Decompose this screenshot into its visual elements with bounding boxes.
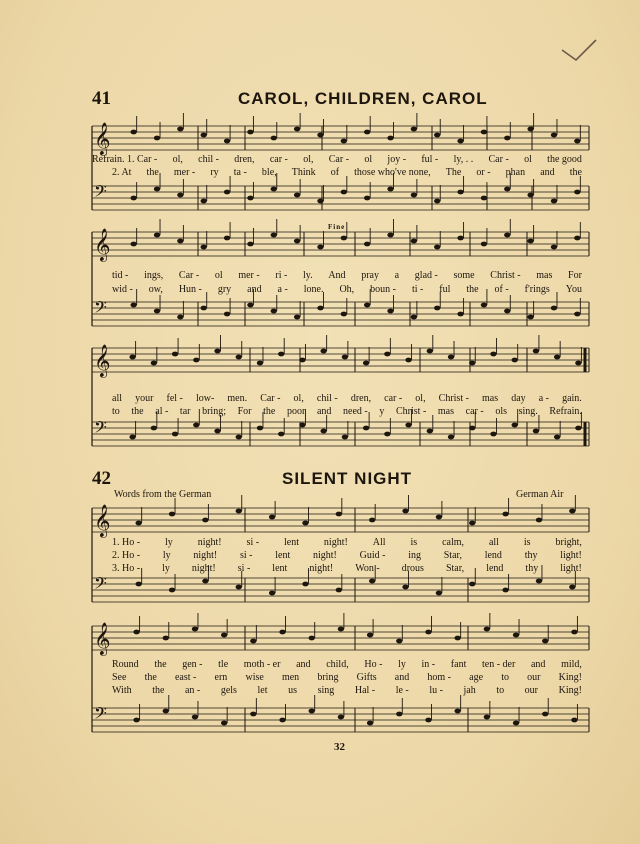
lyric-syllable: lone.	[303, 284, 324, 295]
lyric-syllable: day	[511, 393, 526, 404]
lyric-syllable: and	[394, 672, 410, 683]
hymn-42-title: SILENT NIGHT	[282, 469, 413, 488]
lyric-syllable: Car -	[328, 154, 350, 165]
lyric-syllable: all	[112, 393, 122, 404]
lyric-syllable: and	[540, 167, 555, 178]
lyric-syllable: ri -	[275, 270, 288, 281]
lyric-syllable: us	[288, 685, 298, 696]
lyric-syllable: Ho -	[364, 659, 383, 670]
lyric-syllable: ly	[398, 659, 406, 670]
lyric-syllable: ern	[214, 672, 228, 683]
lyric-syllable: Hun -	[178, 284, 202, 295]
lyric-syllable: men	[281, 672, 300, 683]
lyric-syllable: ten - der	[482, 659, 516, 670]
lyric-syllable: age	[469, 672, 484, 683]
lyric-syllable: ing	[408, 550, 421, 561]
hymn-42-lyric-line-6	[112, 685, 582, 696]
lyric-syllable: lend	[486, 563, 504, 574]
lyric-syllable: ol,	[415, 393, 426, 404]
lyric-syllable: mas	[437, 406, 455, 417]
lyric-syllable: ry	[210, 167, 219, 178]
lyric-syllable: gain.	[562, 393, 582, 404]
svg-text:𝄢: 𝄢	[94, 417, 107, 441]
lyric-syllable: ly, . .	[453, 154, 474, 165]
lyric-syllable: is	[523, 537, 531, 548]
lyric-syllable: thy	[524, 550, 538, 561]
music-credit: German Air	[516, 489, 564, 500]
lyric-syllable: Hal -	[354, 685, 376, 696]
lyric-syllable: men.	[227, 393, 248, 404]
lyric-syllable: need -	[343, 406, 368, 417]
lyric-syllable: car -	[465, 406, 484, 417]
lyric-syllable: phan	[505, 167, 526, 178]
lyric-syllable: the	[466, 284, 479, 295]
lyric-syllable: car -	[269, 154, 288, 165]
lyric-syllable: Car -	[488, 154, 509, 165]
svg-text:𝄢: 𝄢	[94, 181, 107, 205]
hymn-42-lyric-line-3	[112, 563, 582, 574]
svg-text:𝄞: 𝄞	[94, 504, 111, 537]
lyric-syllable: in -	[421, 659, 436, 670]
lyric-syllable: With	[112, 685, 132, 696]
lyric-syllable: night!	[193, 550, 218, 561]
lyric-syllable: let	[257, 685, 268, 696]
lyric-syllable: tle	[218, 659, 229, 670]
lyric-syllable: tid -	[112, 270, 129, 281]
lyric-syllable: moth - er	[243, 659, 281, 670]
lyric-syllable: Guid -	[359, 550, 386, 561]
lyric-syllable: the	[131, 406, 144, 417]
lyric-syllable: The	[445, 167, 462, 178]
lyric-syllable: and	[247, 284, 262, 295]
lyric-syllable: Round	[112, 659, 139, 670]
lyric-syllable: is	[410, 537, 418, 548]
lyric-syllable: ol	[524, 154, 532, 165]
hymn-41-number: 41	[92, 88, 111, 109]
lyric-syllable: lent	[272, 563, 288, 574]
lyric-syllable: dren,	[234, 154, 255, 165]
svg-text:𝄞: 𝄞	[94, 622, 111, 655]
lyric-syllable: chil -	[198, 154, 219, 165]
lyric-syllable: sing	[317, 685, 335, 696]
hymn-42-lyric-line-4	[112, 659, 582, 670]
lyric-syllable: bring;	[202, 406, 226, 417]
lyric-syllable: the	[144, 672, 157, 683]
lyric-syllable: light!	[560, 550, 582, 561]
words-credit: Words from the German	[114, 489, 212, 500]
lyric-syllable: child,	[326, 659, 349, 670]
lyric-syllable: ly	[162, 550, 171, 561]
lyric-syllable: mild,	[561, 659, 582, 670]
lyric-syllable: night!	[312, 550, 337, 561]
lyric-syllable: ta -	[233, 167, 247, 178]
lyric-syllable: Christ -	[490, 270, 521, 281]
svg-text:𝄢: 𝄢	[94, 573, 107, 597]
lyric-syllable: gry	[217, 284, 232, 295]
hymn-42-lyric-line-5	[112, 672, 582, 683]
lyric-syllable: You	[565, 284, 582, 295]
lyric-syllable: wid -	[112, 284, 133, 295]
lyric-syllable: ble,	[261, 167, 277, 178]
lyric-syllable: mer -	[173, 167, 196, 178]
lyric-syllable: glad -	[414, 270, 438, 281]
svg-text:𝄢: 𝄢	[94, 297, 107, 321]
lyric-syllable: a	[394, 270, 400, 281]
lyric-syllable: the	[154, 659, 167, 670]
lyric-syllable: y	[379, 406, 385, 417]
lyric-syllable: ol,	[303, 154, 314, 165]
lyric-syllable: thy	[525, 563, 539, 574]
lyric-syllable: lent	[275, 550, 291, 561]
lyric-syllable: al -	[155, 406, 169, 417]
lyric-syllable: mas	[482, 393, 499, 404]
lyric-syllable: our	[524, 685, 539, 696]
lyric-syllable: to	[496, 685, 505, 696]
lyric-syllable: ful -	[421, 154, 439, 165]
lyric-syllable: sing.	[518, 406, 538, 417]
lyric-syllable: the	[263, 406, 276, 417]
lyric-syllable: ol,	[172, 154, 183, 165]
lyric-syllable: wise	[245, 672, 264, 683]
lyric-syllable: ol	[214, 270, 223, 281]
lyric-syllable: fant	[450, 659, 467, 670]
lyric-syllable: Oh,	[339, 284, 355, 295]
lyric-syllable: mas	[536, 270, 553, 281]
hymn-42-lyric-line-1	[112, 537, 582, 548]
lyric-syllable: boun -	[370, 284, 396, 295]
lyric-syllable: And	[328, 270, 346, 281]
lyric-syllable: bring	[317, 672, 339, 683]
lyric-syllable: car -	[384, 393, 403, 404]
lyric-syllable: For	[237, 406, 252, 417]
lyric-syllable: le -	[395, 685, 409, 696]
lyric-syllable: calm,	[442, 537, 465, 548]
lyric-syllable: ols	[495, 406, 507, 417]
lyric-syllable: night!	[197, 537, 222, 548]
lyric-syllable: gels	[220, 685, 237, 696]
svg-text:𝄞: 𝄞	[94, 228, 111, 261]
lyric-syllable: tar	[179, 406, 191, 417]
lyric-syllable: our	[527, 672, 541, 683]
lyric-syllable: Refrain.	[549, 406, 582, 417]
lyric-syllable: all	[488, 537, 499, 548]
lyric-syllable: See	[112, 672, 127, 683]
lyric-syllable: of -	[494, 284, 509, 295]
lyric-syllable: lend	[484, 550, 502, 561]
hymn-42-lyric-line-2	[112, 550, 582, 561]
lyric-syllable: Car -	[260, 393, 281, 404]
lyric-syllable: 2. At	[112, 167, 132, 178]
lyric-syllable: Won -	[355, 563, 380, 574]
lyric-syllable: Star,	[445, 563, 465, 574]
lyric-syllable: King!	[558, 685, 582, 696]
lyric-syllable: the	[146, 167, 159, 178]
lyric-syllable: to	[501, 672, 509, 683]
lyric-syllable: light!	[560, 563, 582, 574]
lyric-syllable: ly	[165, 537, 173, 548]
lyric-syllable: the good	[547, 154, 582, 165]
lyric-syllable: mer -	[238, 270, 260, 281]
lyric-syllable: ow,	[148, 284, 163, 295]
lyric-syllable: poor	[286, 406, 306, 417]
lyric-syllable: a -	[277, 284, 288, 295]
lyric-syllable: Christ -	[438, 393, 469, 404]
lyric-syllable: Refrain. 1. Car -	[92, 154, 158, 165]
lyric-syllable: night!	[309, 563, 334, 574]
page-number: 32	[334, 741, 345, 753]
lyric-syllable: low-	[195, 393, 215, 404]
svg-text:𝄞: 𝄞	[94, 344, 111, 377]
lyric-syllable: Think	[291, 167, 316, 178]
lyric-syllable: 1. Ho -	[112, 537, 141, 548]
lyric-syllable: ti -	[411, 284, 424, 295]
lyric-syllable: ol,	[293, 393, 304, 404]
lyric-syllable: For	[568, 270, 582, 281]
lyric-syllable: Gifts	[356, 672, 377, 683]
lyric-syllable: and	[530, 659, 546, 670]
lyric-syllable: and	[296, 659, 311, 670]
lyric-syllable: hom -	[427, 672, 451, 683]
lyric-syllable: night!	[191, 563, 216, 574]
lyric-syllable: ful	[439, 284, 451, 295]
lyric-syllable: those who've none,	[354, 167, 431, 178]
lyric-syllable: si -	[246, 537, 260, 548]
lyric-syllable: ly	[162, 563, 170, 574]
lyric-syllable: ly.	[303, 270, 313, 281]
lyric-syllable: to	[112, 406, 120, 417]
lyric-syllable: jah	[463, 685, 476, 696]
svg-text:𝄞: 𝄞	[94, 122, 111, 155]
lyric-syllable: the	[152, 685, 165, 696]
lyric-syllable: the	[569, 167, 582, 178]
lyric-syllable: f'rings	[524, 284, 550, 295]
lyric-syllable: Christ -	[396, 406, 427, 417]
lyric-syllable: joy -	[387, 154, 407, 165]
lyric-syllable: dren,	[350, 393, 372, 404]
lyric-syllable: Star,	[443, 550, 462, 561]
lyric-syllable: pray	[361, 270, 379, 281]
lyric-syllable: of	[330, 167, 340, 178]
lyric-syllable: your	[135, 393, 154, 404]
lyric-syllable: gen -	[182, 659, 203, 670]
lyric-syllable: fel -	[166, 393, 183, 404]
lyric-syllable: ol	[364, 154, 373, 165]
lyric-syllable: night!	[323, 537, 348, 548]
lyric-syllable: 2. Ho -	[112, 550, 141, 561]
lyric-syllable: Car -	[178, 270, 200, 281]
hymn-41-title: CAROL, CHILDREN, CAROL	[238, 89, 488, 108]
fine-label: Fine	[328, 223, 346, 231]
lyric-syllable: and	[316, 406, 332, 417]
lyric-syllable: some	[453, 270, 475, 281]
lyric-syllable: an -	[184, 685, 201, 696]
hymn-42-number: 42	[92, 468, 111, 489]
lyric-syllable: east -	[174, 672, 197, 683]
lyric-syllable: a -	[538, 393, 550, 404]
lyric-syllable: drous	[401, 563, 424, 574]
lyric-syllable: si -	[237, 563, 251, 574]
svg-text:𝄢: 𝄢	[94, 703, 107, 727]
lyric-syllable: bright,	[555, 537, 582, 548]
lyric-syllable: chil -	[316, 393, 338, 404]
lyric-syllable: lu -	[429, 685, 443, 696]
lyric-syllable: lent	[283, 537, 299, 548]
lyric-syllable: All	[372, 537, 386, 548]
lyric-syllable: or -	[476, 167, 491, 178]
lyric-syllable: si -	[239, 550, 253, 561]
lyric-syllable: 3. Ho -	[112, 563, 141, 574]
lyric-syllable: ings,	[144, 270, 164, 281]
lyric-syllable: King!	[558, 672, 582, 683]
